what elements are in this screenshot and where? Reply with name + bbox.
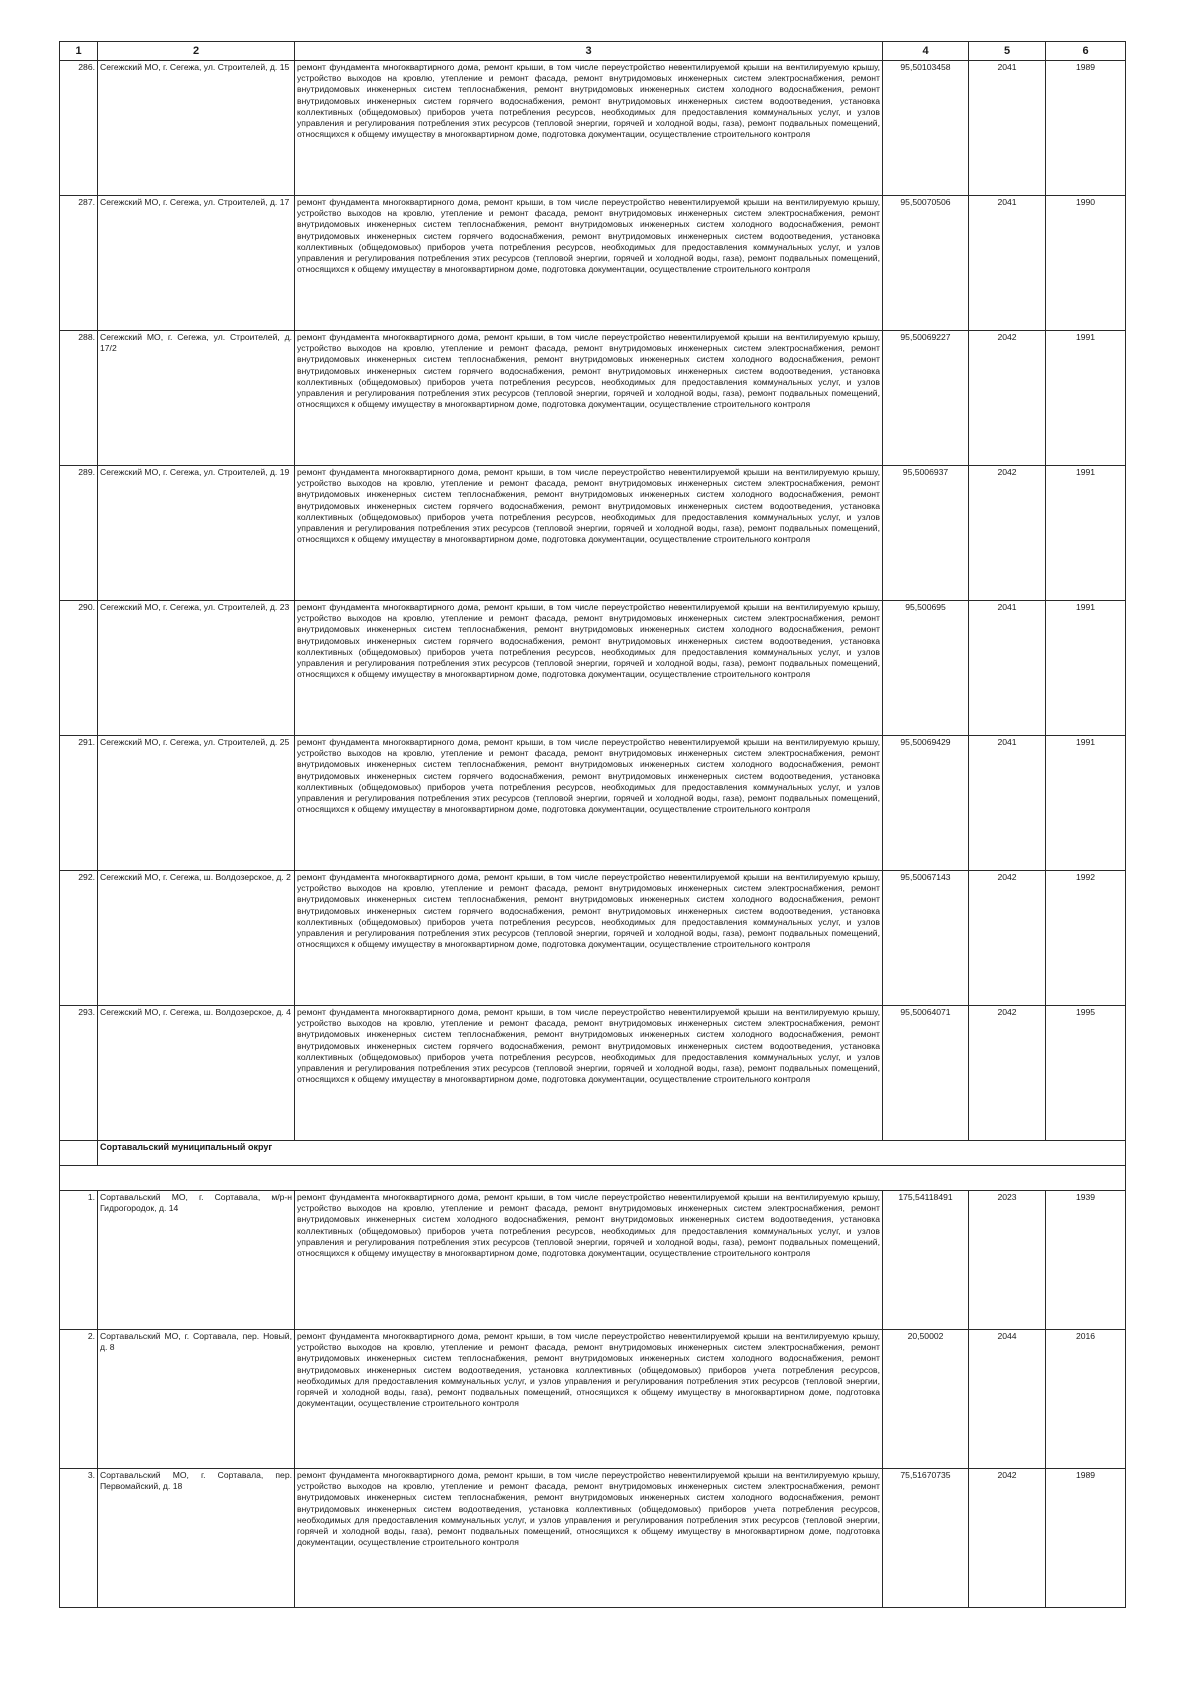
row-number: 2. bbox=[60, 1330, 98, 1469]
built-year-cell: 1995 bbox=[1046, 1006, 1126, 1141]
cost-cell: 95,50069429 bbox=[883, 736, 969, 871]
works-cell: ремонт фундамента многоквартирного дома, ремонт крыши, в том числе переустройство невентилируемой крыши на вентилируемую крышу, устройство выходов на кровлю, утепление и ремонт фасада, ремонт внутридомовых инженерных систем электроснабжения, ремонт внутридомовых инженерных систем теплоснабжения, ремонт внутридомовых инженерных систем холодного водоснабжения, ремонт внутридомовых инженерных систем горячего водоснабжения, ремонт внутридомовых инженерных систем водоотведения, установка коллективных (общедомовых) приборов учета потребления ресурсов, необходимых для предоставления коммунальных услуг, и узлов управления и регулирования потребления этих ресурсов (тепловой энергии, горячей и холодной воды, газа), ремонт подвальных помещений, относящихся к общему имуществу в многоквартирном доме, подготовка документации, осуществление строительного контроля bbox=[295, 466, 883, 601]
table-row bbox=[60, 1191, 1126, 1330]
planned-year-cell: 2042 bbox=[969, 466, 1046, 601]
section-header-empty-cell bbox=[60, 1141, 98, 1166]
works-cell: ремонт фундамента многоквартирного дома, ремонт крыши, в том числе переустройство невентилируемой крыши на вентилируемую крышу, устройство выходов на кровлю, утепление и ремонт фасада, ремонт внутридомовых инженерных систем электроснабжения, ремонт внутридомовых инженерных систем теплоснабжения, ремонт внутридомовых инженерных систем холодного водоснабжения, ремонт внутридомовых инженерных систем водоотведения, установка коллективных (общедомовых) приборов учета потребления ресурсов, необходимых для предоставления коммунальных услуг, и узлов управления и регулирования потребления этих ресурсов (тепловой энергии, горячей и холодной воды, газа), ремонт подвальных помещений, относящихся к общему имуществу в многоквартирном доме, подготовка документации, осуществление строительного контроля bbox=[295, 1469, 883, 1608]
cost-cell: 95,50103458 bbox=[883, 61, 969, 196]
cost-cell: 95,50070506 bbox=[883, 196, 969, 331]
column-number-4: 4 bbox=[883, 42, 969, 61]
planned-year-cell: 2023 bbox=[969, 1191, 1046, 1330]
spacer-cell bbox=[60, 1166, 1126, 1191]
section-header-cell bbox=[98, 1141, 1126, 1166]
address-cell: Сегежский МО, г. Сегежа, ш. Волдозерское, д. 4 bbox=[98, 1006, 295, 1141]
cost-cell: 95,500695 bbox=[883, 601, 969, 736]
row-number: 292. bbox=[60, 871, 98, 1006]
address-cell: Сегежский МО, г. Сегежа, ул. Строителей, д. 17/2 bbox=[98, 331, 295, 466]
built-year-cell: 1991 bbox=[1046, 601, 1126, 736]
works-cell: ремонт фундамента многоквартирного дома, ремонт крыши, в том числе переустройство невентилируемой крыши на вентилируемую крышу, устройство выходов на кровлю, утепление и ремонт фасада, ремонт внутридомовых инженерных систем электроснабжения, ремонт внутридомовых инженерных систем теплоснабжения, ремонт внутридомовых инженерных систем холодного водоснабжения, ремонт внутридомовых инженерных систем водоотведения, установка коллективных (общедомовых) приборов учета потребления ресурсов, необходимых для предоставления коммунальных услуг, и узлов управления и регулирования потребления этих ресурсов (тепловой энергии, горячей и холодной воды, газа), ремонт подвальных помещений, относящихся к общему имуществу в многоквартирном доме, подготовка документации, осуществление строительного контроля bbox=[295, 1330, 883, 1469]
planned-year-cell: 2042 bbox=[969, 871, 1046, 1006]
works-cell: ремонт фундамента многоквартирного дома, ремонт крыши, в том числе переустройство невентилируемой крыши на вентилируемую крышу, устройство выходов на кровлю, утепление и ремонт фасада, ремонт внутридомовых инженерных систем электроснабжения, ремонт внутридомовых инженерных систем теплоснабжения, ремонт внутридомовых инженерных систем холодного водоснабжения, ремонт внутридомовых инженерных систем горячего водоснабжения, ремонт внутридомовых инженерных систем водоотведения, установка коллективных (общедомовых) приборов учета потребления ресурсов, необходимых для предоставления коммунальных услуг, и узлов управления и регулирования потребления этих ресурсов (тепловой энергии, горячей и холодной воды, газа), ремонт подвальных помещений, относящихся к общему имуществу в многоквартирном доме, подготовка документации, осуществление строительного контроля bbox=[295, 601, 883, 736]
built-year-cell: 1991 bbox=[1046, 466, 1126, 601]
works-cell: ремонт фундамента многоквартирного дома, ремонт крыши, в том числе переустройство невентилируемой крыши на вентилируемую крышу, устройство выходов на кровлю, утепление и ремонт фасада, ремонт внутридомовых инженерных систем электроснабжения, ремонт внутридомовых инженерных систем теплоснабжения, ремонт внутридомовых инженерных систем холодного водоснабжения, ремонт внутридомовых инженерных систем горячего водоснабжения, ремонт внутридомовых инженерных систем водоотведения, установка коллективных (общедомовых) приборов учета потребления ресурсов, необходимых для предоставления коммунальных услуг, и узлов управления и регулирования потребления этих ресурсов (тепловой энергии, горячей и холодной воды, газа), ремонт подвальных помещений, относящихся к общему имуществу в многоквартирном доме, подготовка документации, осуществление строительного контроля bbox=[295, 871, 883, 1006]
works-cell: ремонт фундамента многоквартирного дома, ремонт крыши, в том числе переустройство невентилируемой крыши на вентилируемую крышу, устройство выходов на кровлю, утепление и ремонт фасада, ремонт внутридомовых инженерных систем электроснабжения, ремонт внутридомовых инженерных систем холодного водоснабжения, ремонт внутридомовых инженерных систем водоотведения, установка коллективных (общедомовых) приборов учета потребления ресурсов, необходимых для предоставления коммунальных услуг, и узлов управления и регулирования потребления этих ресурсов (тепловой энергии, горячей и холодной воды, газа), ремонт подвальных помещений, относящихся к общему имуществу в многоквартирном доме, подготовка документации, осуществление строительного контроля bbox=[295, 1191, 883, 1330]
built-year-cell: 1989 bbox=[1046, 1469, 1126, 1608]
address-cell: Сортавальский МО, г. Сортавала, пер. Новый, д. 8 bbox=[98, 1330, 295, 1469]
planned-year-cell: 2042 bbox=[969, 331, 1046, 466]
table-row bbox=[60, 466, 1126, 601]
row-number: 289. bbox=[60, 466, 98, 601]
row-number: 287. bbox=[60, 196, 98, 331]
planned-year-cell: 2041 bbox=[969, 196, 1046, 331]
address-cell: Сегежский МО, г. Сегежа, ул. Строителей, д. 19 bbox=[98, 466, 295, 601]
table-row bbox=[60, 196, 1126, 331]
row-number: 290. bbox=[60, 601, 98, 736]
planned-year-cell: 2041 bbox=[969, 601, 1046, 736]
table-row bbox=[60, 1330, 1126, 1469]
row-number: 286. bbox=[60, 61, 98, 196]
built-year-cell: 2016 bbox=[1046, 1330, 1126, 1469]
address-cell: Сортавальский МО, г. Сортавала, пер. Первомайский, д. 18 bbox=[98, 1469, 295, 1608]
table-body bbox=[60, 42, 1126, 1608]
table-row bbox=[60, 736, 1126, 871]
column-number-5: 5 bbox=[969, 42, 1046, 61]
address-cell: Сегежский МО, г. Сегежа, ул. Строителей, д. 17 bbox=[98, 196, 295, 331]
built-year-cell: 1991 bbox=[1046, 736, 1126, 871]
address-cell: Сегежский МО, г. Сегежа, ул. Строителей, д. 23 bbox=[98, 601, 295, 736]
row-number: 288. bbox=[60, 331, 98, 466]
table-row bbox=[60, 331, 1126, 466]
section-title: Сортавальский муниципальный округ bbox=[100, 1142, 273, 1152]
cost-cell: 20,50002 bbox=[883, 1330, 969, 1469]
table-row bbox=[60, 601, 1126, 736]
address-cell: Сегежский МО, г. Сегежа, ш. Волдозерское, д. 2 bbox=[98, 871, 295, 1006]
table-row bbox=[60, 871, 1126, 1006]
table-row bbox=[60, 1006, 1126, 1141]
planned-year-cell: 2042 bbox=[969, 1469, 1046, 1608]
cost-cell: 175,54118491 bbox=[883, 1191, 969, 1330]
cost-cell: 95,5006937 bbox=[883, 466, 969, 601]
column-number-6: 6 bbox=[1046, 42, 1126, 61]
table-row bbox=[60, 1469, 1126, 1608]
works-cell: ремонт фундамента многоквартирного дома, ремонт крыши, в том числе переустройство невентилируемой крыши на вентилируемую крышу, устройство выходов на кровлю, утепление и ремонт фасада, ремонт внутридомовых инженерных систем электроснабжения, ремонт внутридомовых инженерных систем теплоснабжения, ремонт внутридомовых инженерных систем холодного водоснабжения, ремонт внутридомовых инженерных систем горячего водоснабжения, ремонт внутридомовых инженерных систем водоотведения, установка коллективных (общедомовых) приборов учета потребления ресурсов, необходимых для предоставления коммунальных услуг, и узлов управления и регулирования потребления этих ресурсов (тепловой энергии, горячей и холодной воды, газа), ремонт подвальных помещений, относящихся к общему имуществу в многоквартирном доме, подготовка документации, осуществление строительного контроля bbox=[295, 61, 883, 196]
row-number: 293. bbox=[60, 1006, 98, 1141]
column-number-2: 2 bbox=[98, 42, 295, 61]
address-cell: Сортавальский МО, г. Сортавала, м/р-н Гидрогородок, д. 14 bbox=[98, 1191, 295, 1330]
built-year-cell: 1990 bbox=[1046, 196, 1126, 331]
section-spacer-row bbox=[60, 1166, 1126, 1191]
built-year-cell: 1992 bbox=[1046, 871, 1126, 1006]
column-number-header-row bbox=[60, 42, 1126, 61]
cost-cell: 75,51670735 bbox=[883, 1469, 969, 1608]
address-cell: Сегежский МО, г. Сегежа, ул. Строителей, д. 25 bbox=[98, 736, 295, 871]
address-cell: Сегежский МО, г. Сегежа, ул. Строителей, д. 15 bbox=[98, 61, 295, 196]
row-number: 1. bbox=[60, 1191, 98, 1330]
works-cell: ремонт фундамента многоквартирного дома, ремонт крыши, в том числе переустройство невентилируемой крыши на вентилируемую крышу, устройство выходов на кровлю, утепление и ремонт фасада, ремонт внутридомовых инженерных систем электроснабжения, ремонт внутридомовых инженерных систем теплоснабжения, ремонт внутридомовых инженерных систем холодного водоснабжения, ремонт внутридомовых инженерных систем горячего водоснабжения, ремонт внутридомовых инженерных систем водоотведения, установка коллективных (общедомовых) приборов учета потребления ресурсов, необходимых для предоставления коммунальных услуг, и узлов управления и регулирования потребления этих ресурсов (тепловой энергии, горячей и холодной воды, газа), ремонт подвальных помещений, относящихся к общему имуществу в многоквартирном доме, подготовка документации, осуществление строительного контроля bbox=[295, 196, 883, 331]
planned-year-cell: 2041 bbox=[969, 736, 1046, 871]
section-header-row bbox=[60, 1141, 1126, 1166]
table-row bbox=[60, 61, 1126, 196]
cost-cell: 95,50064071 bbox=[883, 1006, 969, 1141]
column-number-3: 3 bbox=[295, 42, 883, 61]
cost-cell: 95,50069227 bbox=[883, 331, 969, 466]
planned-year-cell: 2041 bbox=[969, 61, 1046, 196]
repair-program-table bbox=[59, 41, 1126, 1608]
row-number: 3. bbox=[60, 1469, 98, 1608]
works-cell: ремонт фундамента многоквартирного дома, ремонт крыши, в том числе переустройство невентилируемой крыши на вентилируемую крышу, устройство выходов на кровлю, утепление и ремонт фасада, ремонт внутридомовых инженерных систем электроснабжения, ремонт внутридомовых инженерных систем теплоснабжения, ремонт внутридомовых инженерных систем холодного водоснабжения, ремонт внутридомовых инженерных систем горячего водоснабжения, ремонт внутридомовых инженерных систем водоотведения, установка коллективных (общедомовых) приборов учета потребления ресурсов, необходимых для предоставления коммунальных услуг, и узлов управления и регулирования потребления этих ресурсов (тепловой энергии, горячей и холодной воды, газа), ремонт подвальных помещений, относящихся к общему имуществу в многоквартирном доме, подготовка документации, осуществление строительного контроля bbox=[295, 1006, 883, 1141]
column-number-1: 1 bbox=[60, 42, 98, 61]
built-year-cell: 1991 bbox=[1046, 331, 1126, 466]
built-year-cell: 1989 bbox=[1046, 61, 1126, 196]
row-number: 291. bbox=[60, 736, 98, 871]
planned-year-cell: 2042 bbox=[969, 1006, 1046, 1141]
works-cell: ремонт фундамента многоквартирного дома, ремонт крыши, в том числе переустройство невентилируемой крыши на вентилируемую крышу, устройство выходов на кровлю, утепление и ремонт фасада, ремонт внутридомовых инженерных систем электроснабжения, ремонт внутридомовых инженерных систем теплоснабжения, ремонт внутридомовых инженерных систем холодного водоснабжения, ремонт внутридомовых инженерных систем горячего водоснабжения, ремонт внутридомовых инженерных систем водоотведения, установка коллективных (общедомовых) приборов учета потребления ресурсов, необходимых для предоставления коммунальных услуг, и узлов управления и регулирования потребления этих ресурсов (тепловой энергии, горячей и холодной воды, газа), ремонт подвальных помещений, относящихся к общему имуществу в многоквартирном доме, подготовка документации, осуществление строительного контроля bbox=[295, 736, 883, 871]
cost-cell: 95,50067143 bbox=[883, 871, 969, 1006]
built-year-cell: 1939 bbox=[1046, 1191, 1126, 1330]
planned-year-cell: 2044 bbox=[969, 1330, 1046, 1469]
works-cell: ремонт фундамента многоквартирного дома, ремонт крыши, в том числе переустройство невентилируемой крыши на вентилируемую крышу, устройство выходов на кровлю, утепление и ремонт фасада, ремонт внутридомовых инженерных систем электроснабжения, ремонт внутридомовых инженерных систем теплоснабжения, ремонт внутридомовых инженерных систем холодного водоснабжения, ремонт внутридомовых инженерных систем горячего водоснабжения, ремонт внутридомовых инженерных систем водоотведения, установка коллективных (общедомовых) приборов учета потребления ресурсов, необходимых для предоставления коммунальных услуг, и узлов управления и регулирования потребления этих ресурсов (тепловой энергии, горячей и холодной воды, газа), ремонт подвальных помещений, относящихся к общему имуществу в многоквартирном доме, подготовка документации, осуществление строительного контроля bbox=[295, 331, 883, 466]
